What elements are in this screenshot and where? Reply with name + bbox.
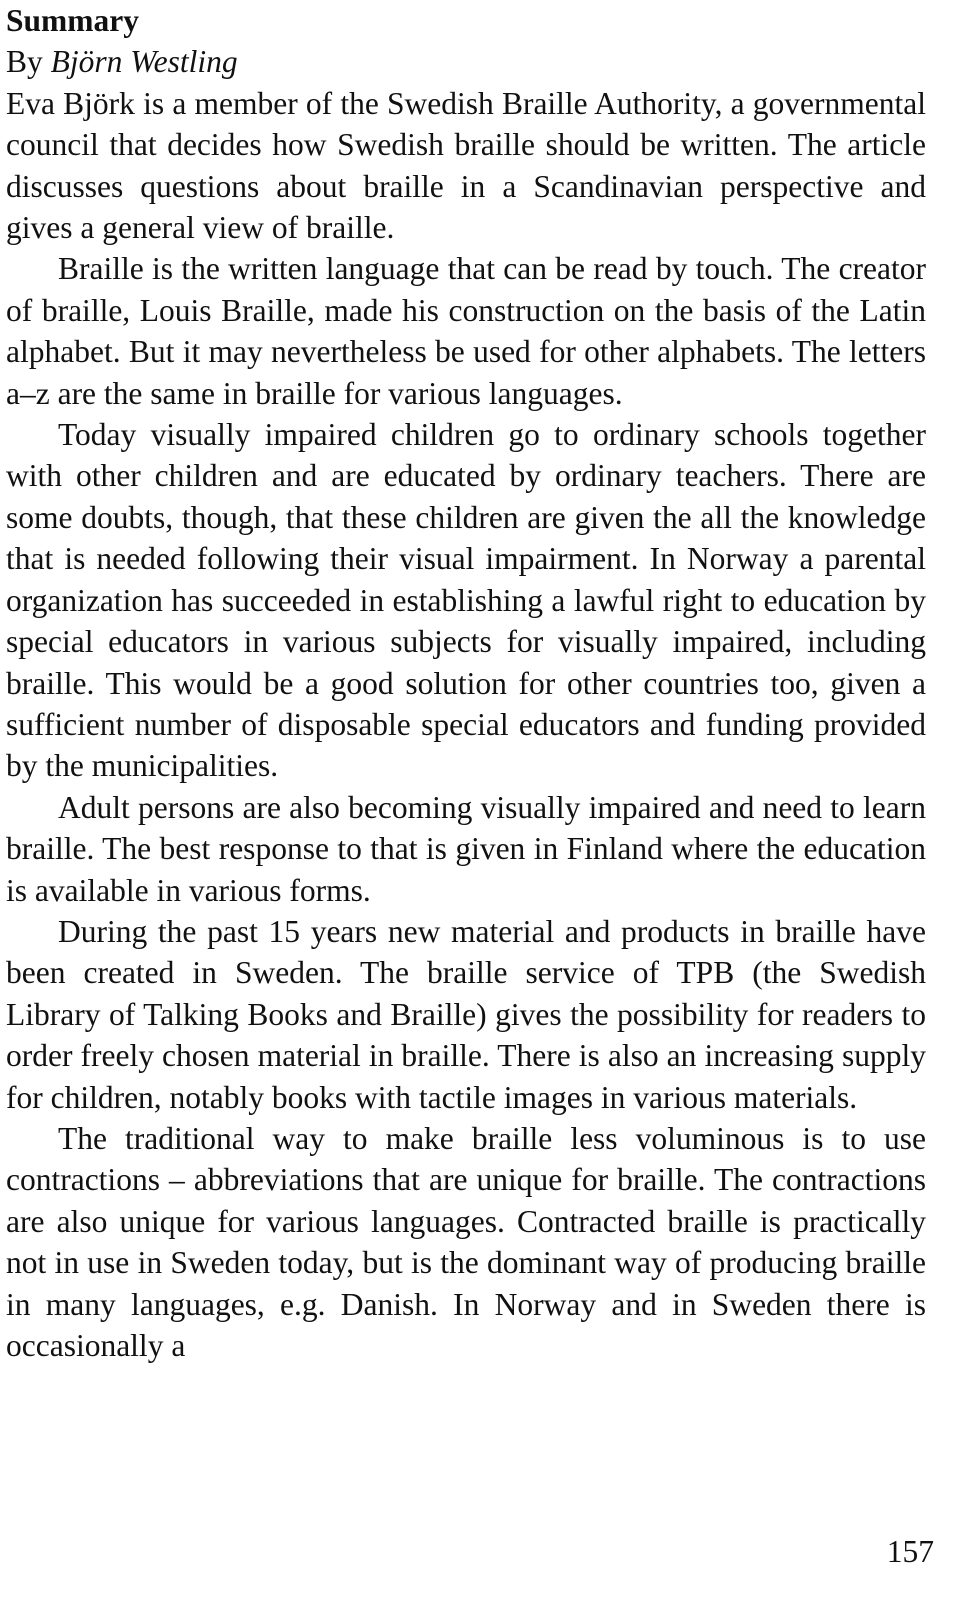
page-number: 157 <box>886 1534 934 1569</box>
paragraph-2: Braille is the written language that can be read by touch. The creator of braille, Louis Braille, made his construction on the basis of the Latin alphabet. But it may nevertheless be used for other alphabets. The letters a–z are the same in braille for various languages. <box>6 251 926 411</box>
paragraph-3: Today visually impaired children go to ordinary schools together with other children and are educated by ordinary teachers. There are some doubts, though, that these children are given the all the knowledge that is needed following their visual impairment. In Norway a parental organization has succeeded in establishing a lawful right to education by special educators in various subjects for visually impaired, including braille. This would be a good solution for other countries too, given a sufficient number of disposable special educators and funding provided by the municipalities. <box>6 417 926 784</box>
document-page <box>6 0 926 1366</box>
section-heading: Summary <box>6 3 139 38</box>
paragraph-6: The traditional way to make braille less voluminous is to use contractions – abbreviations that are unique for braille. The contractions are also unique for various languages. Contracted braille is practically not in use in Sweden today, but is the dominant way of producing braille in many languages, e.g. Danish. In Norway and in Sweden there is occasionally a <box>6 1120 926 1363</box>
byline <box>6 41 926 82</box>
paragraph-5: During the past 15 years new material and products in braille have been created in Sweden. The braille service of TPB (the Swedish Library of Talking Books and Braille) gives the possibility for readers to order freely chosen material in braille. There is also an increasing supply for children, notably books with tactile images in various materials. <box>6 913 926 1115</box>
byline-prefix: By <box>6 44 51 80</box>
paragraph-1: Eva Björk is a member of the Swedish Braille Authority, a governmental council that decides how Swedish braille should be written. The article discusses questions about braille in a Scandinavian perspective and gives a general view of braille. <box>6 85 926 246</box>
paragraph-4: Adult persons are also becoming visually impaired and need to learn braille. The best response to that is given in Finland where the education is available in various forms. <box>6 789 926 908</box>
author-name: Björn Westling <box>50 44 238 80</box>
